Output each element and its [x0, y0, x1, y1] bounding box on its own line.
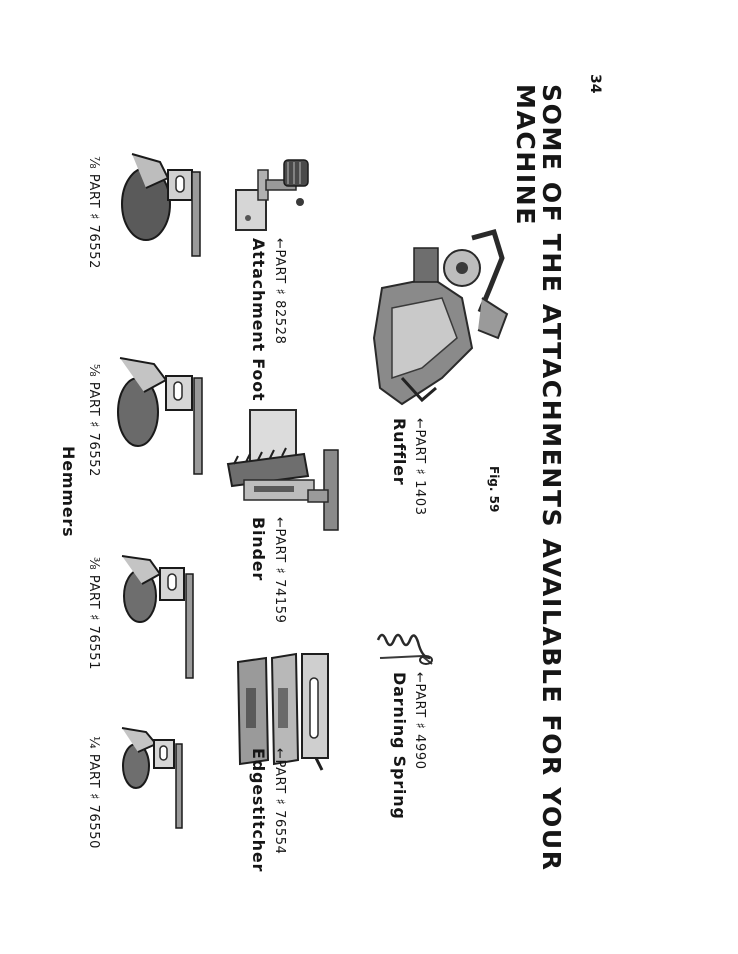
attachment-foot-name: Attachment Foot: [249, 238, 268, 402]
edgestitcher-part-number: ←PART ♯ 76554: [272, 748, 287, 855]
edgestitcher-name: Edgestitcher: [249, 748, 268, 873]
darning-spring-illustration: [372, 628, 436, 672]
darning-spring-name: Darning Spring: [390, 672, 409, 820]
binder-name: Binder: [249, 517, 268, 582]
hemmer-7-8-illustration: [116, 148, 214, 258]
page-title-line2: MACHINE: [511, 84, 540, 226]
hemmer-1-4-part-number: ¼ PART ♯ 76550: [86, 736, 101, 849]
darning-spring-part-number: ←PART ♯ 4990: [412, 672, 427, 770]
ruffler-part-number: ←PART ♯ 1403: [412, 418, 427, 516]
binder-illustration: [224, 406, 346, 532]
hemmer-1-4-illustration: [116, 722, 190, 830]
page-title-line1: SOME OF THE ATTACHMENTS AVAILABLE FOR YOUR: [537, 84, 566, 872]
hemmer-3-8-part-number: ⅜ PART ♯ 76551: [86, 557, 101, 670]
hemmer-5-8-part-number: ⅝ PART ♯ 76552: [86, 364, 101, 477]
page-number: 34: [587, 74, 603, 94]
figure-label: Fig. 59: [487, 466, 501, 513]
attachment-foot-illustration: [230, 156, 312, 236]
binder-part-number: ←PART ♯ 74159: [272, 517, 287, 624]
ruffler-name: Ruffler: [390, 418, 409, 486]
hemmer-5-8-illustration: [110, 352, 212, 476]
hemmer-3-8-illustration: [114, 550, 204, 680]
attachment-foot-part-number: ←PART ♯ 82528: [272, 238, 287, 345]
hemmers-label: Hemmers: [59, 446, 78, 538]
hemmer-7-8-part-number: ⅞ PART ♯ 76552: [86, 156, 101, 269]
ruffler-illustration: [362, 228, 512, 410]
